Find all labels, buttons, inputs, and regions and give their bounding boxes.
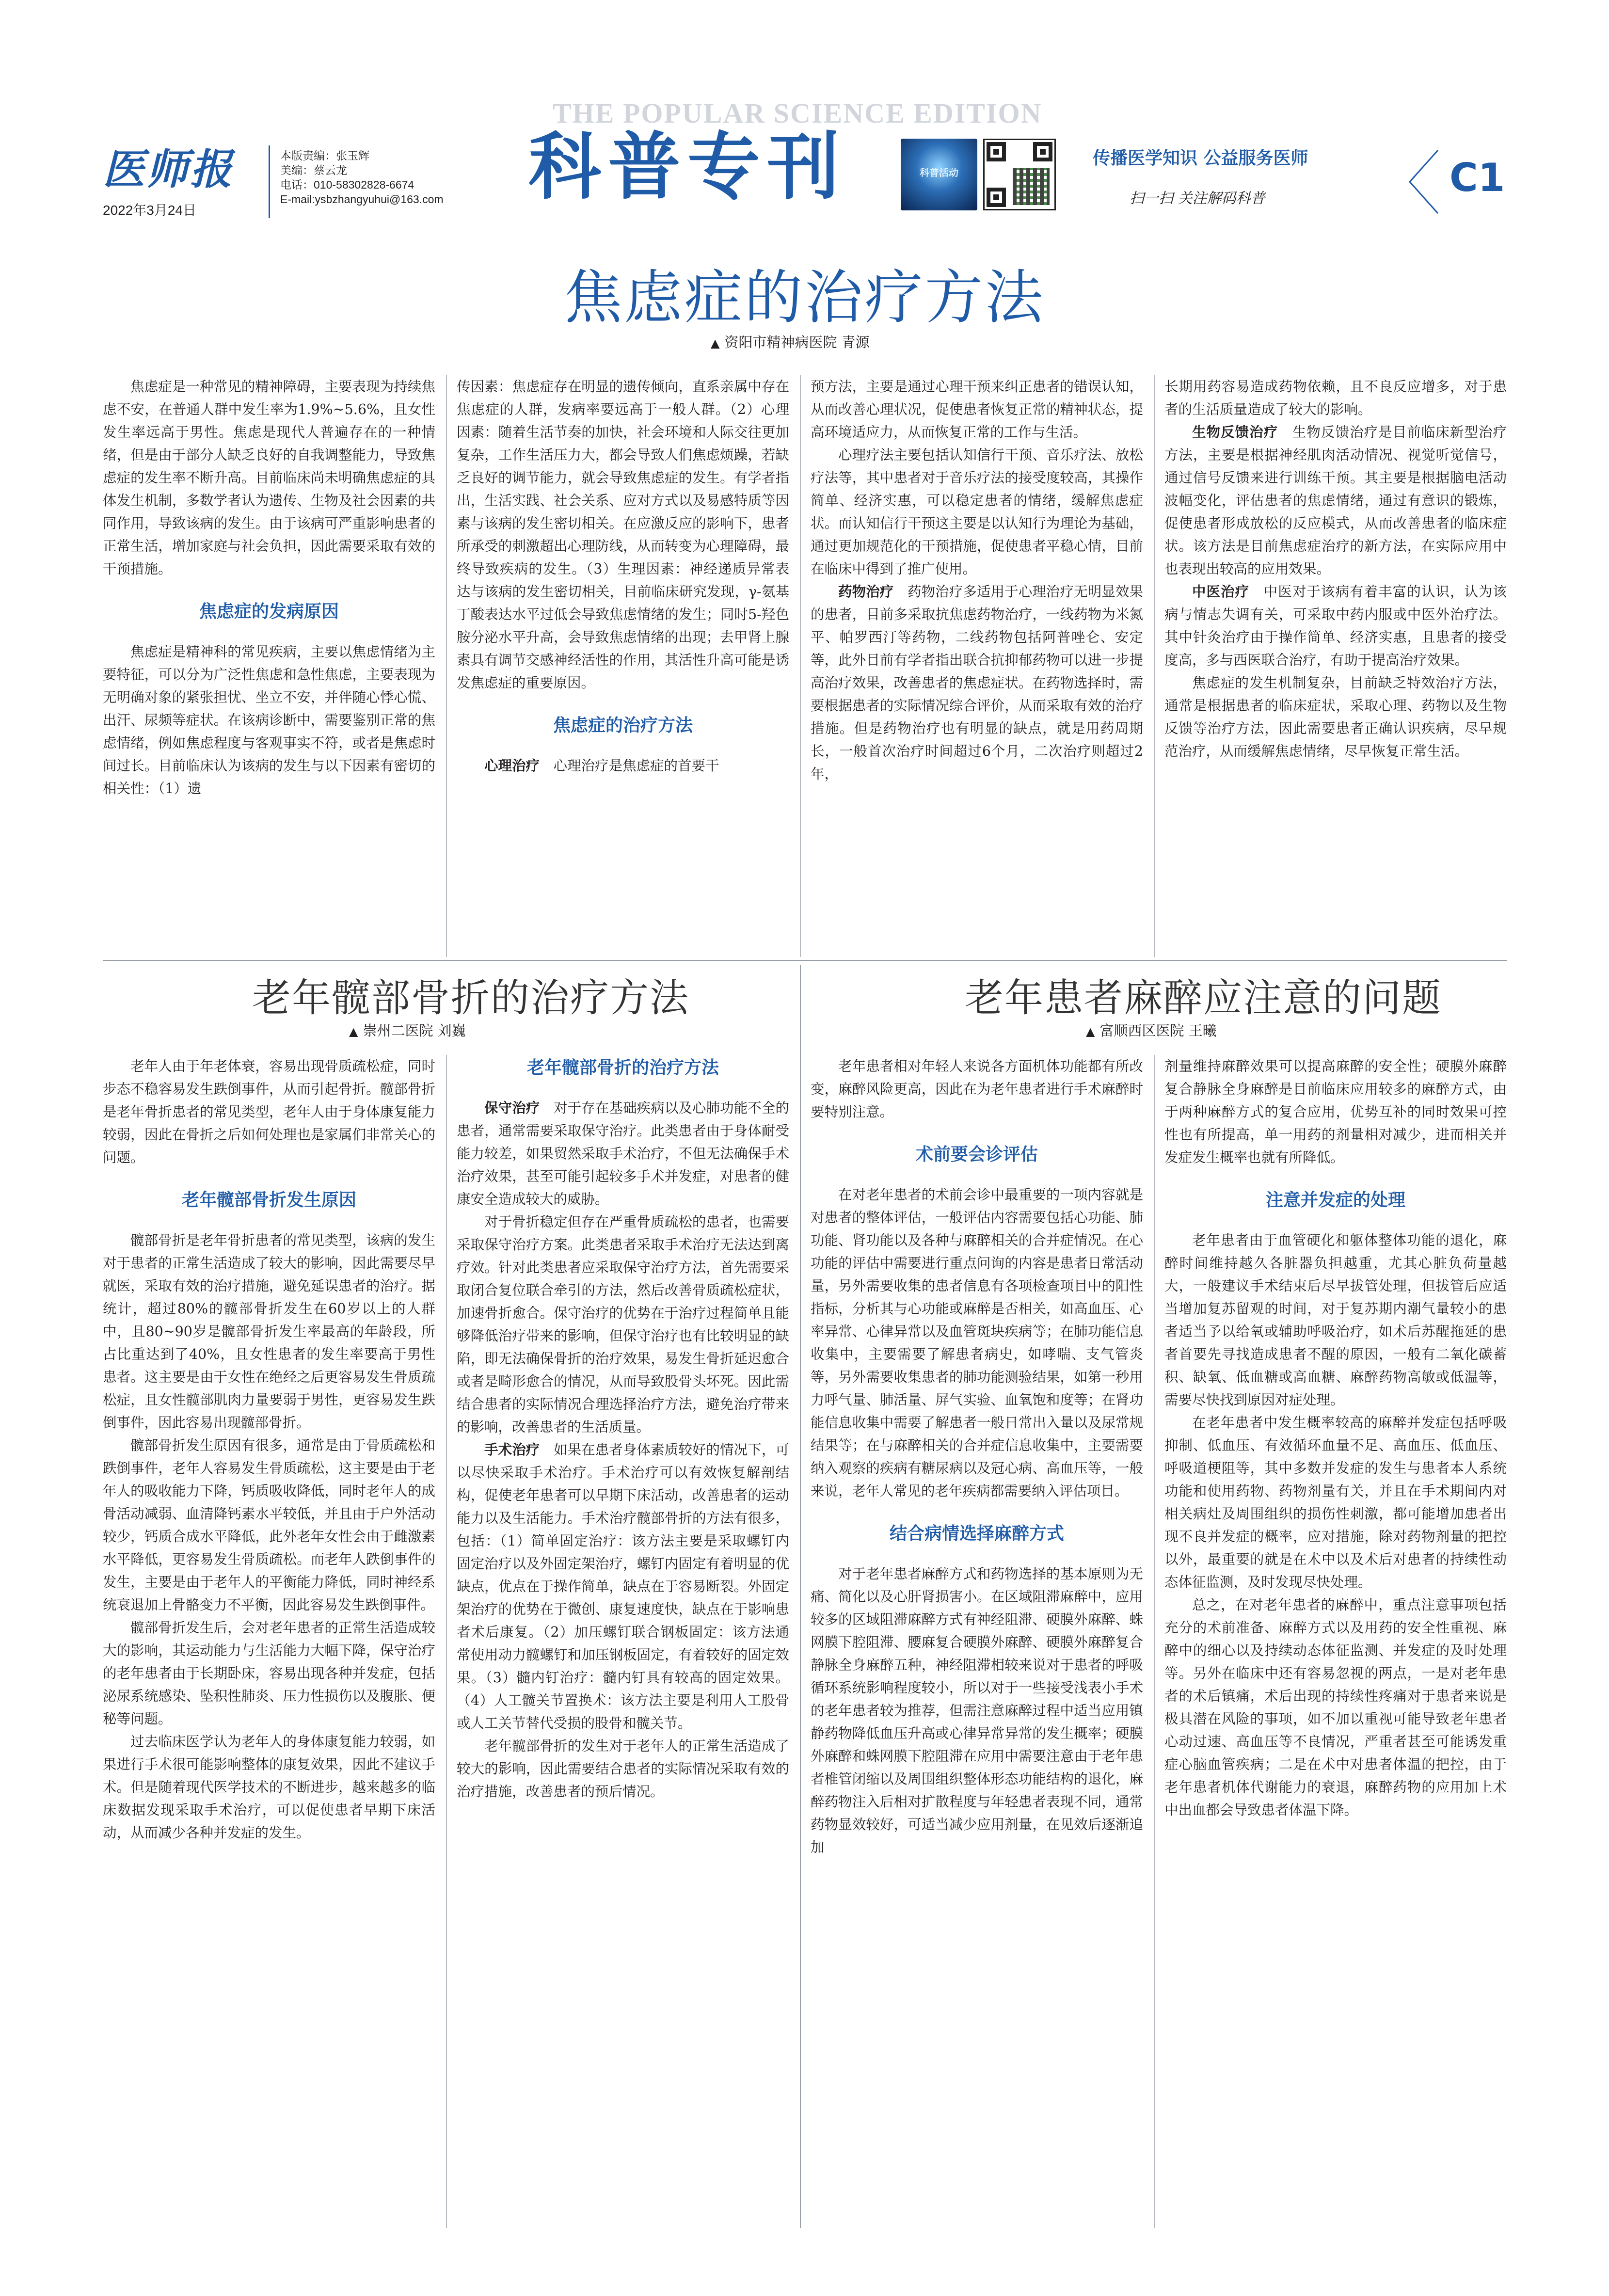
article-title: 焦虑症的治疗方法 xyxy=(564,264,1045,332)
slogan: 传播医学知识 公益服务医师 xyxy=(1093,148,1308,168)
promo-image[interactable] xyxy=(901,139,977,210)
section-heading: 结合病情选择麻醉方式 xyxy=(889,1524,1064,1544)
article-column xyxy=(103,375,435,800)
paragraph-text: 焦虑症是一种常见的精神障碍，主要表现为持续焦虑不安，在普通人群中发生率为1.9%~5.6%，且女性发生率远高于男性。焦虑是现代人普遍存在的一种情绪，但是由于部分人缺乏良好的自我调整能力，导致焦虑症的发生率不断升高。目前临床尚未明确焦虑症的具体发生机制，多数学者认为遗传、生物及社会因素的共同作用，导致该病的发生。由于该病可严重影响患者的正常生活，增加家庭与社会负担，因此需要采取有效的干预措施。 xyxy=(103,379,435,577)
paragraph xyxy=(1164,1594,1507,1821)
section-divider xyxy=(800,965,801,2228)
article-column xyxy=(103,1055,435,1844)
article-column xyxy=(811,375,1143,785)
paragraph xyxy=(103,1055,435,1169)
paragraph xyxy=(1164,1411,1507,1594)
paragraph xyxy=(103,1434,435,1616)
paragraph-text: 髋部骨折发生后，会对老年患者的正常生活造成较大的影响，其运动能力与生活能力大幅下降，保守治疗的老年患者由于长期卧床，容易出现各种并发症，包括泌尿系统感染、坠积性肺炎、压力性损伤以及腹胀、便秘等问题。 xyxy=(103,1620,435,1727)
paragraph-lead: 心理治疗 xyxy=(484,758,540,774)
masthead-divider xyxy=(269,145,270,218)
section-heading: 老年髋部骨折发生原因 xyxy=(181,1190,356,1210)
section-heading: 焦虑症的发病原因 xyxy=(199,602,339,622)
byline xyxy=(1086,1020,1217,1040)
editor-info xyxy=(280,148,444,207)
paragraph-text: 中医对于该病有着丰富的认识，认为该病与情志失调有关，可采取中药内服或中医外治疗法。其中针灸治疗由于操作简单、经济实惠，且患者的接受度高，多与西医联合治疗，有助于提高治疗效果。 xyxy=(1164,584,1507,668)
editor-line: 电话：010-58302828-6674 xyxy=(280,178,414,191)
paragraph-text: 对于骨折稳定但存在严重骨质疏松的患者，也需要采取保守治疗方案。此类患者采取手术治疗无法达到离疗效。针对此类患者应采取保守治疗方法，首先需要采取闭合复位联合牵引的方法，然后改善骨质疏松症状，加速骨折愈合。保守治疗的优势在于治疗过程简单且能够降低治疗带来的影响，但保守治疗也有比较明显的缺陷，即无法确保骨折的治疗效果，易发生骨折延迟愈合或者是畸形愈合的情况，从而导致股骨头坏死。因此需结合患者的实际情况合理选择治疗方法，避免治疗带来的影响，改善患者的生活质量。 xyxy=(457,1214,789,1435)
edition-label: THE POPULAR SCIENCE EDITION xyxy=(553,97,1042,129)
paragraph-text: 如果在患者身体素质较好的情况下，可以尽快采取手术治疗。手术治疗可以有效恢复解剖结构，促使老年患者可以早期下床活动，改善患者的运动能力以及生活能力。手术治疗髋部骨折的方法有很多，包括：（1）简单固定治疗：该方法主要是采取螺钉内固定治疗以及外固定架治疗，螺钉内固定有着明显的优缺点，优点在于操作简单，缺点在于容易断裂。外固定架治疗的优势在于微创、康复速度快，缺点在于影响患者术后康复。（2）加压螺钉联合钢板固定：该方法通常使用动力髋螺钉和加压钢板固定，有着较好的固定效果。（3）髓内钉治疗：髓内钉具有较高的固定效果。（4）人工髋关节置换术：该方法主要是利用人工股骨或人工关节替代受损的股骨和髋关节。 xyxy=(457,1442,789,1731)
paragraph xyxy=(1164,421,1507,580)
paragraph xyxy=(1164,580,1507,671)
paragraph xyxy=(103,1616,435,1730)
paragraph xyxy=(811,375,1143,444)
paragraph xyxy=(103,1229,435,1434)
promo-text: 科普活动 xyxy=(920,167,958,178)
section-brand: 科普专刊 xyxy=(528,125,847,209)
paragraph-text: 在老年患者中发生概率较高的麻醉并发症包括呼吸抑制、低血压、有效循环血量不足、高血压、低血压、呼吸道梗阻等，其中多数并发症的发生与患者本人系统功能和使用药物、药物剂量有关，并且在手术期间内对相关病灶及周围组织的损伤性刺激，都可能增加患者出现不良并发症的概率，应对措施，除对药物剂量的把控以外，最重要的就是在术中以及术后对患者的持续性动态体征监测，及时发现尽快处理。 xyxy=(1164,1415,1507,1590)
page-number: C1 xyxy=(1450,155,1505,200)
scan-prompt: 扫一扫 关注解码科普 xyxy=(1130,190,1265,207)
article-column xyxy=(457,1036,789,1803)
paragraph xyxy=(457,1097,789,1211)
paragraph xyxy=(457,1735,789,1803)
paragraph-text: 生物反馈治疗是目前临床新型治疗方法，主要是根据神经肌肉活动情况、视觉听觉信号，通过信号反馈来进行训练干预。其主要是根据脑电活动波幅变化，评估患者的焦虑情绪，通过有意识的锻炼，促使患者形成放松的反应模式，从而改善患者的临床症状。该方法是目前焦虑症治疗的新方法，在实际应用中也表现出较高的应用效果。 xyxy=(1164,424,1507,577)
paragraph-text: 传因素：焦虑症存在明显的遗传倾向，直系亲属中存在焦虑症的人群，发病率要远高于一般人群。（2）心理因素：随着生活节奏的加快，社会环境和人际交往更加复杂，工作生活压力大，都会导致人们焦虑烦躁，若缺乏良好的调节能力，就会导致焦虑症的发生。有学者指出，生活实践、社会关系、应对方式以及易感特质等因素与该病的发生密切相关。在应激反应的影响下，患者所承受的刺激超出心理防线，从而转变为心理障碍，最终导致疾病的发生。（3）生理因素：神经递质异常表达与该病的发生密切相关，目前临床研究发现，γ-氨基丁酸表达水平过低会导致焦虑情绪的发生；同时5-羟色胺分泌水平升高，会导致焦虑情绪的出现；去甲肾上腺素具有调节交感神经活性的作用，其活性升高可能是诱发焦虑症的重要原因。 xyxy=(457,379,789,691)
column-rule xyxy=(446,375,447,957)
byline-text: 崇州二医院 刘巍 xyxy=(363,1022,466,1039)
article-column xyxy=(1164,1055,1507,1821)
paragraph-text: 对于存在基础疾病以及心肺功能不全的患者，通常需要采取保守治疗。此类患者由于身体耐受能力较差，如果贸然采取手术治疗，不但无法确保手术治疗效果，甚至可能引起较多手术并发症，对患者的健康安全造成较大的威胁。 xyxy=(457,1100,789,1207)
paragraph xyxy=(811,1563,1143,1859)
byline xyxy=(349,1020,466,1040)
paragraph-text: 总之，在对老年患者的麻醉中，重点注意事项包括充分的术前准备、麻醉方式以及用药的安全性重视、麻醉中的细心以及持续动态体征监测、并发症的及时处理等。另外在临床中还有容易忽视的两点，一是对老年患者的术后镇痛，术后出现的持续性疼痛对于患者来说是极具潜在风险的事项，如不加以重视可能导致老年患者心动过速、高血压等不良情况，严重者甚至可能诱发重症心脑血管疾病；二是在术中对患者体温的把控，由于老年患者机体代谢能力的衰退，麻醉药物的应用加上术中出血都会导致患者体温下降。 xyxy=(1164,1597,1507,1818)
paragraph xyxy=(811,580,1143,785)
editor-line: E-mail:ysbzhangyuhui@163.com xyxy=(280,193,444,206)
paragraph-text: 过去临床医学认为老年人的身体康复能力较弱，如果进行手术很可能影响整体的康复效果，因此不建议手术。但是随着现代医学技术的不断进步，越来越多的临床数据发现采取手术治疗，可以促使患者早期下床活动，从而减少各种并发症的发生。 xyxy=(103,1734,435,1841)
paragraph-text: 老年髋部骨折的发生对于老年人的正常生活造成了较大的影响，因此需要结合患者的实际情况采取有效的治疗措施，改善患者的预后情况。 xyxy=(457,1738,789,1800)
paragraph-text: 老年人由于年老体衰，容易出现骨质疏松症，同时步态不稳容易发生跌倒事件，从而引起骨折。髋部骨折是老年骨折患者的常见类型，老年人由于身体康复能力较弱，因此在骨折之后如何处理也是家属们非常关心的问题。 xyxy=(103,1058,435,1165)
paragraph xyxy=(1164,1229,1507,1411)
triangle-icon: ▲ xyxy=(711,336,720,350)
paragraph-text: 焦虑症的发生机制复杂，目前缺乏特效治疗方法，通常是根据患者的临床症状，采取心理、药物以及生物反馈等治疗方法，因此需要患者正确认识疾病，尽早规范治疗，从而缓解焦虑情绪，尽早恢复正常生活。 xyxy=(1164,675,1507,759)
byline-text: 富顺西区医院 王曦 xyxy=(1099,1022,1217,1039)
paragraph-text: 对于老年患者麻醉方式和药物选择的基本原则为无痛、简化以及心肝肾损害小。在区域阻滞麻醉中，应用较多的区域阻滞麻醉方式有神经阻滞、硬膜外麻醉、蛛网膜下腔阻滞、腰麻复合硬膜外麻醉、硬膜外麻醉复合静脉全身麻醉五种，神经阻滞相较来说对于患者的呼吸循环系统影响程度较小，所以对于一些接受浅表小手术的老年患者较为推荐，但需注意麻醉过程中适当应用镇静药物降低血压升高或心律异常异常的发生概率；硬膜外麻醉和蛛网膜下腔阻滞在应用中需要注意由于老年患者椎管闭缩以及周围组织整体形态功能结构的退化，麻醉药物注入后相对扩散程度与年轻患者表现不同，通常药物显效较好，可适当减少应用剂量，在见效后逐渐追加 xyxy=(811,1566,1143,1855)
paragraph xyxy=(457,375,789,694)
byline xyxy=(711,332,870,351)
paragraph-text: 心理治疗是焦虑症的首要干 xyxy=(553,758,719,774)
paragraph xyxy=(1164,1055,1507,1169)
paragraph-text: 剂量维持麻醉效果可以提高麻醉的安全性；硬膜外麻醉复合静脉全身麻醉是目前临床应用较多的麻醉方式，由于两种麻醉方式的复合应用，优势互补的同时效果可控性也有所提高，单一用药的剂量相对减少，进而相关并发症发生概率也就有所降低。 xyxy=(1164,1058,1507,1165)
column-rule xyxy=(1154,375,1155,957)
publication-date: 2022年3月24日 xyxy=(103,203,197,218)
paragraph-text: 预方法，主要是通过心理干预来纠正患者的错误认知，从而改善心理状况，促使患者恢复正常的精神状态，提高环境适应力，从而恢复正常的工作与生活。 xyxy=(811,379,1143,440)
article-column xyxy=(811,1055,1143,1859)
column-rule xyxy=(446,1055,447,2228)
paragraph xyxy=(457,1438,789,1735)
section-heading: 老年髋部骨折的治疗方法 xyxy=(526,1058,719,1078)
section-divider xyxy=(103,960,1507,961)
paragraph-text: 髋部骨折是老年骨折患者的常见类型，该病的发生对于患者的正常生活造成了较大的影响，因此需要尽早就医，采取有效的治疗措施，避免延误患者的治疗。据统计，超过80%的髋部骨折发生在60岁以上的人群中，且80~90岁是髋部骨折发生率最高的年龄段，所占比重达到了40%，且女性患者的发生率要高于男性患者。这主要是由于女性在绝经之后更容易发生骨质疏松症，且女性髋部肌肉力量要弱于男性，更容易发生跌倒事件，因此容易出现髋部骨折。 xyxy=(103,1232,435,1431)
article-column xyxy=(457,375,789,777)
column-rule xyxy=(1154,1055,1155,2228)
paragraph-lead: 生物反馈治疗 xyxy=(1192,424,1278,440)
article-column xyxy=(1164,375,1507,763)
paragraph-text: 髋部骨折发生原因有很多，通常是由于骨质疏松和跌倒事件，老年人容易发生骨质疏松，这主要是由于老年人的吸收能力下降，钙质吸收降低，同时老年人的成骨活动减弱、血清降钙素水平较低，并且由于户外活动较少，钙质合成水平降低，此外老年女性会由于雌激素水平降低，更容易发生骨质疏松。而老年人跌倒事件的发生，主要是由于老年人的平衡能力降低，同时神经系统衰退加上骨骼变力不平衡，因此容易发生跌倒事件。 xyxy=(103,1437,435,1613)
paragraph-text: 焦虑症是精神科的常见疾病，主要以焦虑情绪为主要特征，可以分为广泛性焦虑和急性焦虑，主要表现为无明确对象的紧张担忧、坐立不安，并伴随心悸心慌、出汗、尿频等症状。在该病诊断中，需要鉴别正常的焦虑情绪，例如焦虑程度与客观事实不符，或者是焦虑时间过长。目前临床认为该病的发生与以下因素有密切的相关性：（1）遗 xyxy=(103,644,435,797)
newspaper-logo: 医师报 xyxy=(103,145,234,194)
paragraph xyxy=(103,375,435,580)
column-rule xyxy=(800,375,801,957)
article-title: 老年患者麻醉应注意的问题 xyxy=(965,975,1442,1020)
section-heading: 术前要会诊评估 xyxy=(915,1145,1038,1164)
paragraph xyxy=(457,754,789,777)
article-title: 老年髋部骨折的治疗方法 xyxy=(252,975,689,1020)
qr-code-icon[interactable] xyxy=(983,139,1056,210)
paragraph xyxy=(1164,375,1507,421)
paragraph-text: 老年患者由于血管硬化和躯体整体功能的退化，麻醉时间维持越久各脏器负担越重，尤其心脏负荷量越大，一般建议手术结束后尽早拔管处理，但拔管后应适当增加复苏留观的时间，对于复苏期内潮气量较小的患者适当予以给氧或辅助呼吸治疗，如术后苏醒拖延的患者首要先寻找造成患者不醒的原因，一般有二氧化碳蓄积、缺氧、低血糖或高血糖、麻醉药物高敏或低温等，需要尽快找到原因对症处理。 xyxy=(1164,1232,1507,1408)
section-heading: 注意并发症的处理 xyxy=(1265,1190,1405,1210)
paragraph-text: 在对老年患者的术前会诊中最重要的一项内容就是对患者的整体评估，一般评估内容需要包括心功能、肺功能、肾功能以及各种与麻醉相关的合并症情况。在心功能的评估中需要进行重点问询的内容是患者日常活动量，另外需要收集的患者信息有各项检查项目中的阳性指标，分析其与心功能或麻醉是否相关，如高血压、心率异常、心律异常以及血管斑块疾病等；在肺功能信息收集中，主要需要了解患者病史，如哮喘、支气管炎等，另外需要收集患者的肺功能测验结果，如第一秒用力呼气量、肺活量、屏气实验、血氧饱和度等；在肾功能信息收集中需要了解患者一般日常出入量以及尿常规结果等；在与麻醉相关的合并症信息收集中，主要需要纳入观察的疾病有糖尿病以及冠心病、高血压等，一般来说，老年人常见的老年疾病都需要纳入评估项目。 xyxy=(811,1187,1143,1499)
editor-line: 本版责编：张玉辉 xyxy=(280,149,369,162)
paragraph xyxy=(457,1211,789,1438)
paragraph-lead: 药物治疗 xyxy=(838,584,894,600)
editor-line: 美编：蔡云龙 xyxy=(280,164,347,176)
paragraph-text: 心理疗法主要包括认知信行干预、音乐疗法、放松疗法等，其中患者对于音乐疗法的接受度较高，其操作简单、经济实惠，可以稳定患者的情绪，缓解焦虑症状。而认知信行干预这主要是以认知行为理论为基础，通过更加规范化的干预措施，促使患者平稳心情，目前在临床中得到了推广使用。 xyxy=(811,447,1143,577)
triangle-icon: ▲ xyxy=(1086,1025,1095,1038)
paragraph-lead: 保守治疗 xyxy=(484,1100,540,1116)
paragraph-text: 药物治疗多适用于心理治疗无明显效果的患者，目前多采取抗焦虑药物治疗，一线药物为米氮平、帕罗西汀等药物，二线药物包括阿普唑仑、安定等，此外目前有学者指出联合抗抑郁药物可以进一步提高治疗效果，改善患者的焦虑症状。在药物选择时，需要根据患者的实际情况综合评价，从而采取有效的治疗措施。但是药物治疗也有明显的缺点，就是用药周期长，一般首次治疗时间超过6个月，二次治疗则超过2年， xyxy=(811,584,1143,782)
paragraph-text: 长期用药容易造成药物依赖，且不良反应增多，对于患者的生活质量造成了较大的影响。 xyxy=(1164,379,1507,417)
section-heading: 焦虑症的治疗方法 xyxy=(553,716,693,735)
byline-text: 资阳市精神病医院 青源 xyxy=(724,334,870,351)
paragraph-text: 老年患者相对年轻人来说各方面机体功能都有所改变，麻醉风险更高，因此在为老年患者进行手术麻醉时要特别注意。 xyxy=(811,1058,1143,1120)
triangle-icon: ▲ xyxy=(349,1025,358,1038)
paragraph-lead: 手术治疗 xyxy=(484,1442,540,1458)
paragraph-lead: 中医治疗 xyxy=(1192,584,1250,600)
paragraph xyxy=(1164,671,1507,763)
paragraph xyxy=(811,1055,1143,1123)
paragraph xyxy=(811,1183,1143,1502)
paragraph xyxy=(103,640,435,800)
paragraph xyxy=(103,1730,435,1844)
paragraph xyxy=(811,444,1143,580)
